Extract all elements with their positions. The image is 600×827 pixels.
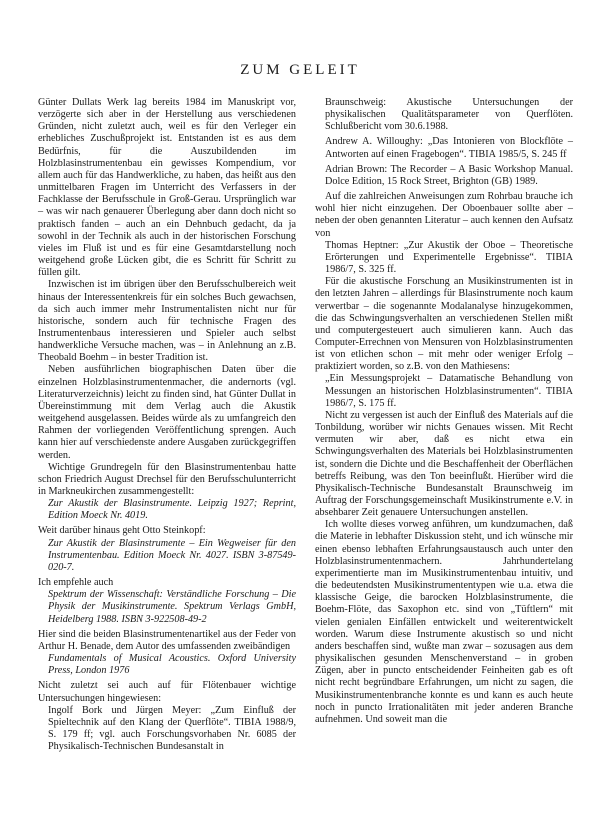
reference-text: Fundamentals of Musical Acoustics. Oxford University Press, London 1976 <box>48 653 296 677</box>
paragraph: Nicht zu vergessen ist auch der Einfluß des Materials auf die Tonbildung, worüber wir nichts Genaues wissen. Mit Recht vermuten wir aber, daß es nicht etwa ein Schwingungsverhalten des Materials bei Holzblasinstrumenten ist, sondern die Dichte und die Beschaffenheit der Oberflächen betreffs Reibung, was den Ton beeinflußt. Hierüber wird die Physikalisch-Technische Bundesanstalt Braunschweig im Auftrag der Forschungsgemeinschaft Musikinstrumente e.V. in absehbarer Zeit genauere Untersuchungen anstellen. <box>315 409 573 519</box>
paragraph: Wichtige Grundregeln für den Blasinstrumentenbau hatte schon Friedrich August Drechsel für den Berufsschulunterricht in Markneukirchen zusammengestellt: <box>38 461 296 497</box>
page-title: ZUM GELEIT <box>240 62 360 78</box>
reference-entry: Adrian Brown: The Recorder – A Basic Workshop Manual. Dolce Edition, 15 Rock Street, Brighton (GB) 1989. <box>325 163 573 187</box>
reference-entry <box>48 538 296 574</box>
reference-entry <box>48 653 296 677</box>
reference-entry: Thomas Heptner: „Zur Akustik der Oboe – Theoretische Erörterungen und Experimentelle Ergebnisse“. TIBIA 1986/7, S. 325 ff. <box>325 239 573 276</box>
reference-text: Zur Akustik der Blasinstrumente. Leipzig 1927; Reprint, Edition Moeck Nr. 4019. <box>48 498 296 522</box>
paragraph: Neben ausführlichen biographischen Daten über die einzelnen Holzblasinstrumentenmacher, die andernorts (vgl. Literaturverzeichnis) leicht zu finden sind, hat Günter Dullat in Übereinstimmung mit dem Verlag auch die Akustik weitgehend ausgelassen. Beides würde als zu umfangreich den Rahmen der vorliegenden Veröffentlichung sprengen. Auch kann hier auf verschiedenste andere Ausgaben zurückgegriffen werden. <box>38 364 296 461</box>
paragraph: Ich wollte dieses vorweg anführen, um kundzumachen, daß die Materie in lebhafter Diskussion steht, und ich wünsche mir einen ebenso lebhaften Erfahrungsaustausch auch unter den Holzblasinstrumentenmachern. Jahrhundertelang experimentierte man im Musikinstrumentenbau intuitiv, und die bedeutendsten Musikinstrumententypen wie u.a. etwa die klassische Geige, die barocken Holzblasinstrumente, die Boehm-Flöte, das Saxophon etc. sind von „Tüftlern“ mit vielen genialen Einfällen entwickelt und weiterentwickelt worden. Warum diese Instrumente akustisch so und nicht anders beschaffen sind, wußte man zwar – sozusagen aus dem physikalischen gesunden Menschenverstand – in groben Zügen, aber in puncto entscheidender Feinheiten gab es oft nicht recht begründbare Erfahrungen, um nicht zu sagen, die Musikinstrumentenbranche konnte es und kann es auch heute noch in puncto Irrationalitäten mit jeder anderen Branche aufnehmen. Und soweit man die <box>315 519 573 725</box>
reference-entry: „Ein Messungsprojekt – Datamatische Behandlung von Messungen an historischen Holzblasinstrumenten“. TIBIA 1986/7, S. 175 ff. <box>325 373 573 409</box>
reference-entry <box>48 589 296 625</box>
reference-entry: Braunschweig: Akustische Untersuchungen der physikalischen Qualitätsparameter von Querflöten. Schlußbericht vom 30.6.1988. <box>325 97 573 133</box>
reference-text: Spektrum der Wissenschaft: Verständliche Forschung – Die Physik der Musikinstrumente. Spektrum Verlags GmbH, Heidelberg 1988. ISBN 3-922508-49-2 <box>48 589 296 625</box>
paragraph: Günter Dullats Werk lag bereits 1984 im Manuskript vor, verzögerte sich aber in der Herstellung aus verschiedenen Gründen, nicht zuletzt auch, weil es für den Verleger ein erhebliches Zuschußprojekt ist. Entstanden ist es aus dem Bedürfnis, für die Auszubildenden im Holzblasinstrumentenbau ein gewisses Kompendium, vor allem auch für das Handwerkliche, zu haben, das heißt aus den unmittelbaren Fragen im Unterricht des Verfassers in der Fachklasse der Berufsschule in Groß-Gerau. Ursprünglich war – was wir nach genauerer Überlegung aber dann doch nicht so praktisch fanden – auch an ein Dehnbuch gedacht, da ja sowohl in der Technik als auch in der historischen Forschung vieles im Fluß ist und es für eine Gesamtdarstellung noch weitgehend große Lücken gibt, die es Schritt für Schritt zu füllen gilt. <box>38 97 296 279</box>
reference-text: Zur Akustik der Blasinstrumente – Ein Wegweiser für den Instrumentenbau. Edition Moeck Nr. 4027. ISBN 3-87549-020-7. <box>48 537 296 573</box>
paragraph: Weit darüber hinaus geht Otto Steinkopf: <box>38 525 206 537</box>
paragraph: Nicht zuletzt sei auch auf für Flötenbauer wichtige Untersuchungen hingewiesen: <box>38 680 296 704</box>
paragraph: Auf die zahlreichen Anweisungen zum Rohrbau brauche ich wohl hier nicht einzugehen. Der Oboenbauer sollte aber – neben der oben genannten Literatur – auch kennen den Aufsatz von <box>315 191 573 239</box>
reference-entry <box>48 498 296 522</box>
paragraph: Hier sind die beiden Blasinstrumentenartikel aus der Feder von Arthur H. Benade, dem Autor des umfassenden zweibändigen <box>38 628 296 652</box>
left-column <box>38 97 296 753</box>
right-column <box>315 97 573 726</box>
paragraph: Für die akustische Forschung an Musikinstrumenten ist in den letzten Jahren – allerdings für Blasinstrumente noch kaum verwertbar – die sogenannte Modalanalyse hinzugekommen, die das Schwingungsverhalten an verschiedenen Stellen mißt und computergesteuert auch simulieren kann. Auch das Computer-Errechnen von Mensuren von Holzblasinstrumenten ist von etlichen schon – mit mehr oder weniger Erfolg – praktiziert worden, so z.B. von den Mathiesens: <box>315 276 573 373</box>
paragraph: Ich empfehle auch <box>38 577 114 589</box>
reference-entry: Andrew A. Willoughy: „Das Intonieren von Blockflöte – Antworten auf einen Fragebogen“. TIBIA 1985/5, S. 245 ff <box>325 136 573 160</box>
reference-entry: Ingolf Bork und Jürgen Meyer: „Zum Einfluß der Spieltechnik auf den Klang der Querflöte“. TIBIA 1988/9, S. 179 ff; vgl. auch Forschungsvorhaben Nr. 6085 der Physikalisch-Technischen Bundesanstalt in <box>48 704 296 753</box>
paragraph: Inzwischen ist im übrigen über den Berufsschulbereich weit hinaus der Interessentenkreis für ein solches Buch gewachsen, da sich auch immer mehr Instrumentalisten nicht nur für historische, sondern auch für technische Fragen des Instrumentenbaus interessieren und Spieler auch selbst handwerkliche Versuche machen, was – in Anlehnung an z.B. Theobald Boehm – in bester Tradition ist. <box>38 279 296 364</box>
